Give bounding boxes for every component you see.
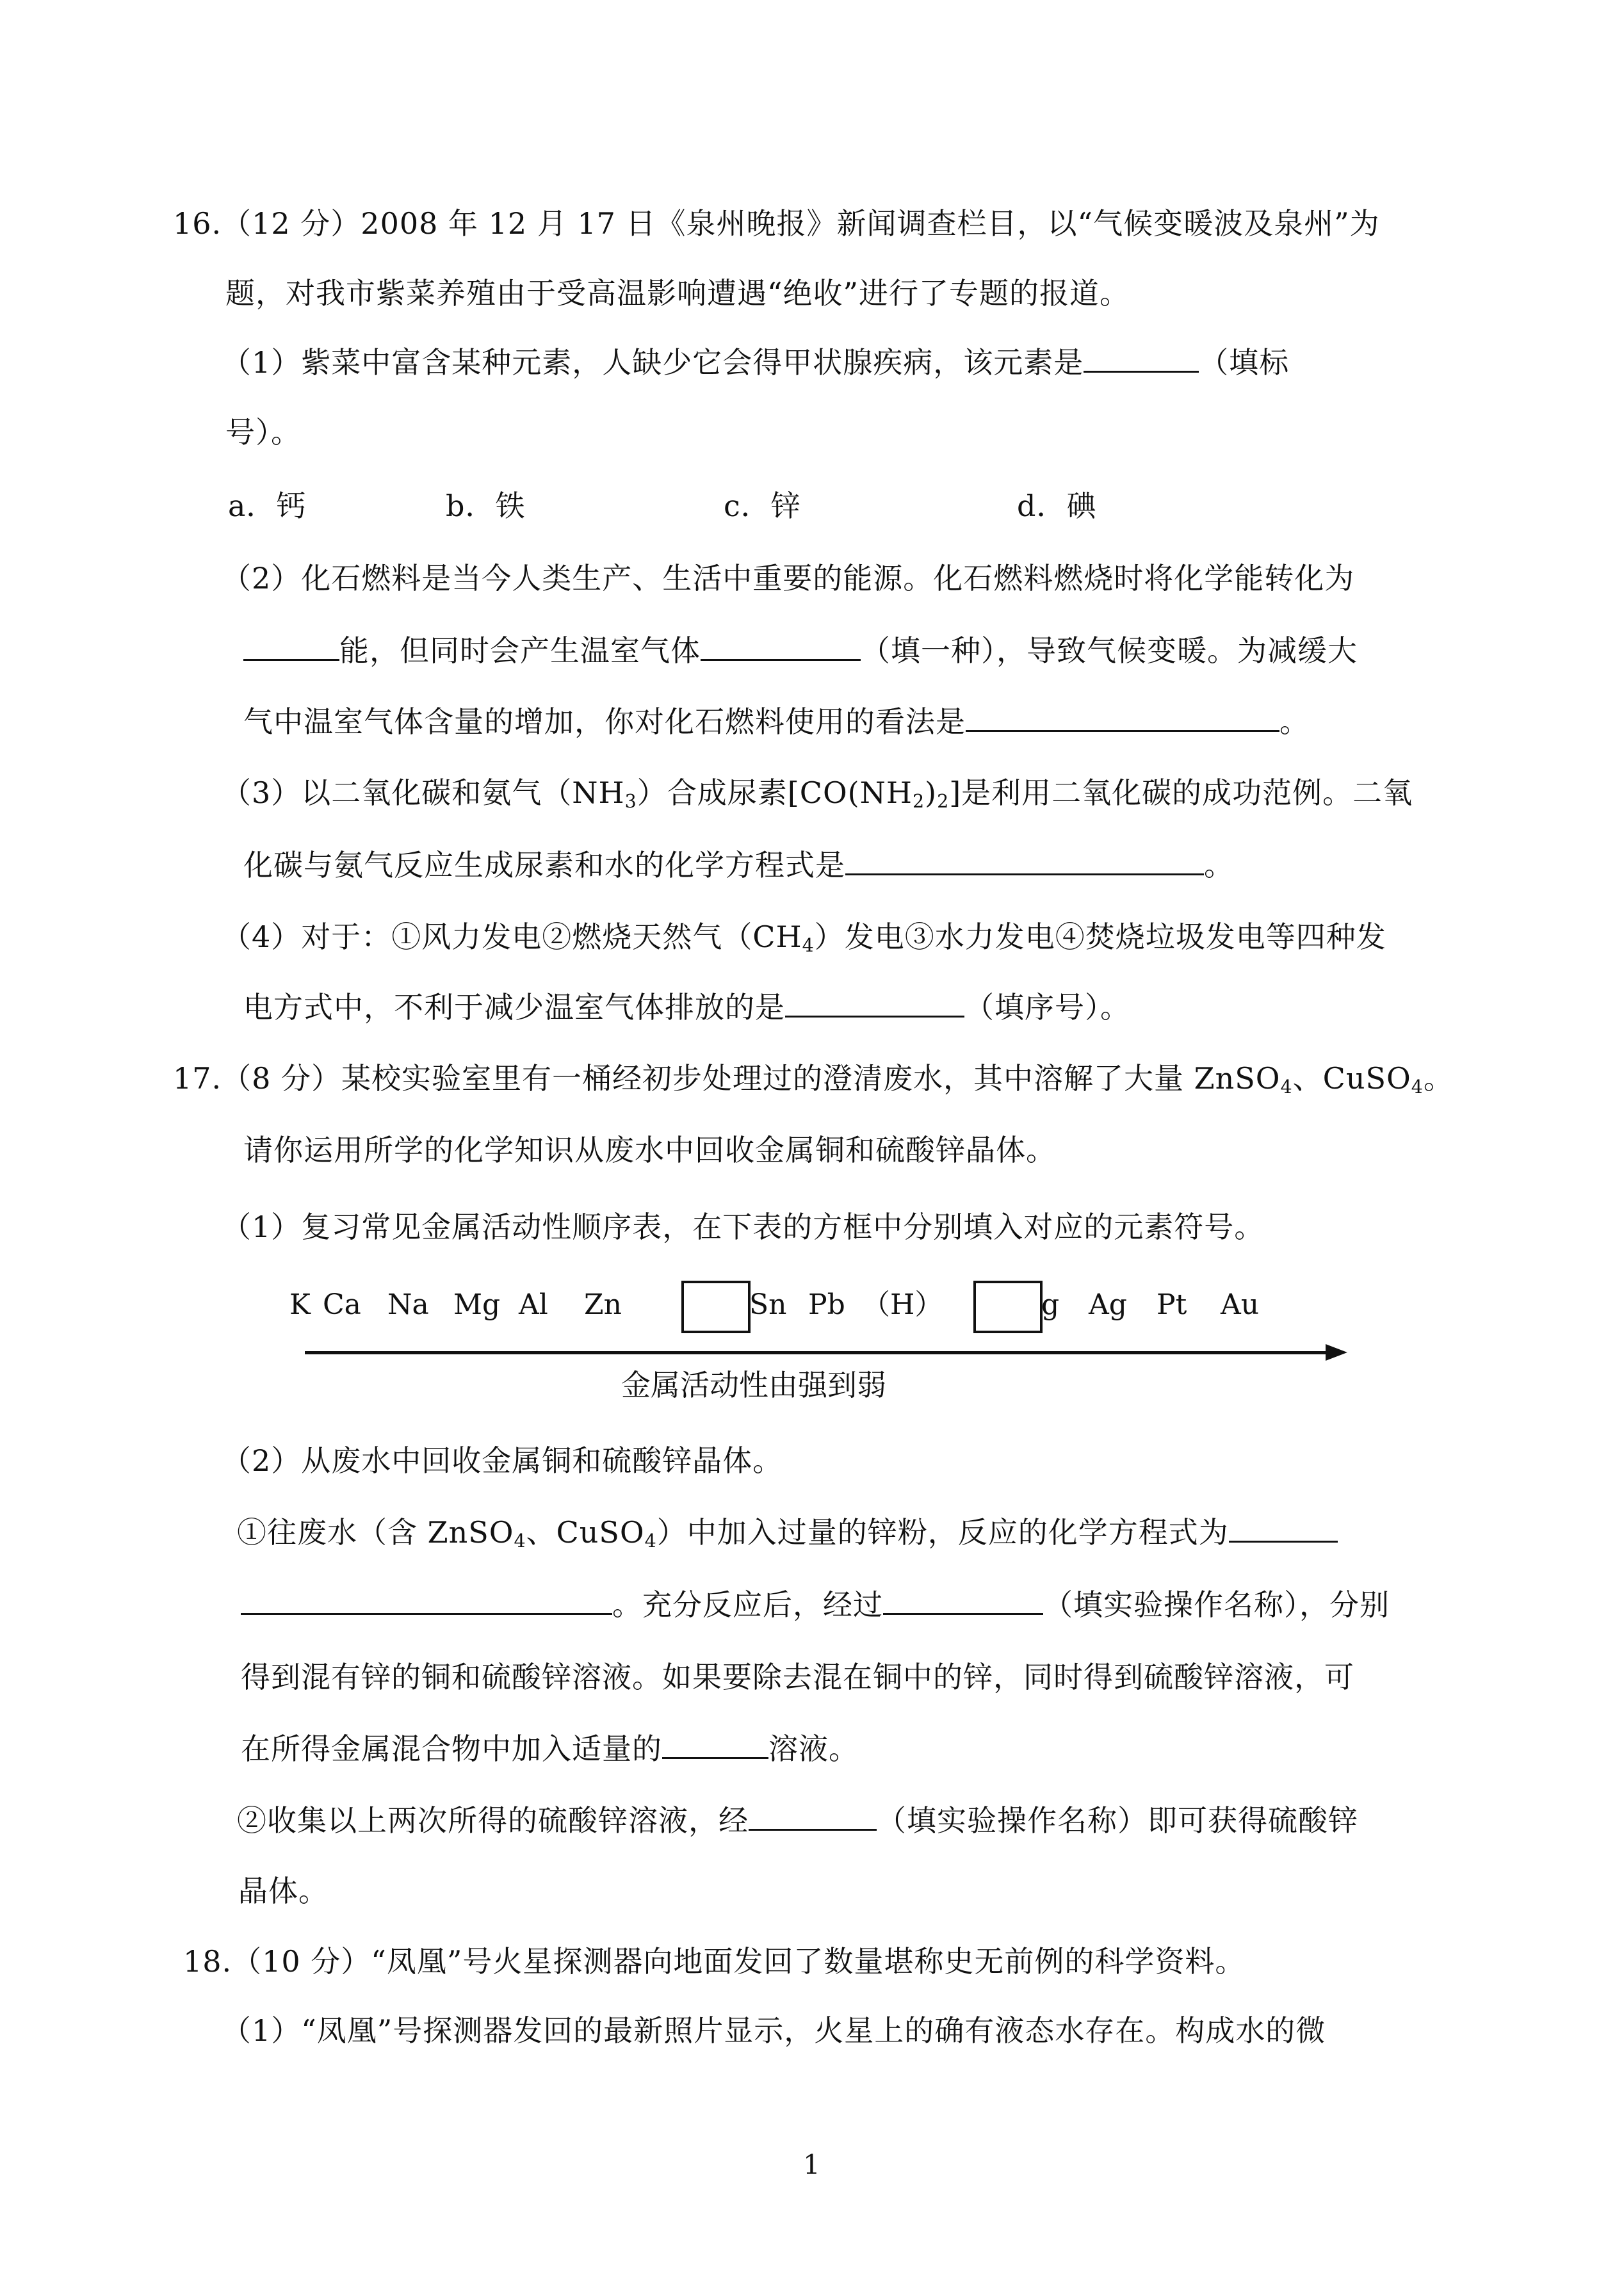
q16-part3-text-1: （3）以二氧化碳和氨气（NH — [222, 775, 625, 810]
q16-part2-period: 。 — [1279, 704, 1310, 739]
metal-ag: Ag — [1089, 1288, 1127, 1321]
q17-step1-text-5: （填实验操作名称），分别 — [1043, 1587, 1390, 1622]
q17-step1-line-4 — [241, 1729, 859, 1769]
q16-part3-blank[interactable] — [845, 848, 1204, 875]
q16-part3-line-1 — [222, 773, 1413, 813]
q16-part3-text-3: ) — [925, 775, 938, 810]
q16-line-1: 16.（12 分）2008 年 12 月 17 日《泉州晚报》新闻调查栏目，以“气候变暖波及泉州”为 — [173, 206, 1380, 241]
q17-solution-blank[interactable] — [662, 1731, 768, 1759]
q18-part1: （1）“凤凰”号探测器发回的最新照片显示，火星上的确有液态水存在。构成水的微 — [222, 2013, 1326, 2048]
q17-step2-text-2: （填实验操作名称）即可获得硫酸锌 — [877, 1803, 1358, 1838]
q16-part4-text-4: （填序号）。 — [964, 990, 1130, 1025]
activity-arrow-line — [305, 1351, 1329, 1354]
subscript: 4 — [644, 1530, 657, 1552]
q16-part4-blank[interactable] — [785, 990, 964, 1018]
q16-part2-line-1: （2）化石燃料是当今人类生产、生活中重要的能源。化石燃料燃烧时将化学能转化为 — [222, 561, 1355, 596]
metal-h: （H） — [862, 1288, 943, 1321]
q17-step1-text-1: ①往废水（含 ZnSO — [237, 1515, 514, 1550]
q16-part2-blank-1[interactable] — [243, 633, 339, 661]
q16-part2-text-2: （填一种），导致气候变暖。为减缓大 — [861, 633, 1358, 668]
q18-line-1: 18.（10 分）“凤凰”号火星探测器向地面发回了数量堪称史无前例的科学资料。 — [183, 1944, 1246, 1979]
q16-part1 — [222, 343, 1289, 382]
metal-pb: Pb — [808, 1288, 845, 1321]
q17-step1-text-3: ）中加入过量的锌粉，反应的化学方程式为 — [656, 1515, 1229, 1550]
q16-part4-line-1 — [222, 917, 1386, 957]
metal-ca: Ca — [323, 1288, 361, 1321]
q16-part3-text-4: ]是利用二氧化碳的成功范例。二氧 — [949, 775, 1413, 810]
page-number: 1 — [803, 2149, 820, 2180]
q17-equation-blank-2[interactable] — [241, 1587, 612, 1615]
metal-k: K — [289, 1288, 311, 1321]
q16-part2-line-2 — [243, 631, 1358, 670]
q16-option-c: c．锌 — [724, 489, 801, 523]
metal-au: Au — [1221, 1288, 1260, 1321]
subscript: 2 — [912, 791, 925, 813]
activity-arrow-caption: 金属活动性由强到弱 — [621, 1368, 886, 1402]
subscript: 3 — [624, 791, 637, 813]
q17-equation-blank-1[interactable] — [1229, 1515, 1338, 1543]
q16-option-d: d．碘 — [1017, 489, 1097, 523]
q16-part1-blank[interactable] — [1084, 345, 1199, 373]
metal-mg: Mg — [453, 1288, 501, 1321]
q17-step2-text-1: ②收集以上两次所得的硫酸锌溶液，经 — [237, 1803, 749, 1838]
q17-part1: （1）复习常见金属活动性顺序表，在下表的方框中分别填入对应的元素符号。 — [222, 1210, 1265, 1244]
q17-step1-text-4: 。充分反应后，经过 — [612, 1587, 883, 1622]
q16-part1-line-2: 号）。 — [225, 415, 301, 450]
q16-part2-text-3: 气中温室气体含量的增加，你对化石燃料使用的看法是 — [243, 704, 966, 739]
subscript: 2 — [937, 791, 950, 813]
q16-part4-text-1: （4）对于：①风力发电②燃烧天然气（CH — [222, 920, 802, 954]
q17-step1-line-2 — [241, 1585, 1390, 1625]
q17-line-1 — [173, 1058, 1454, 1098]
answer-box-2[interactable] — [973, 1281, 1043, 1333]
q17-text-3: 。 — [1423, 1061, 1454, 1096]
q16-part3-period: 。 — [1204, 848, 1234, 882]
q16-option-b: b．铁 — [446, 489, 526, 523]
activity-arrow-head-icon — [1326, 1344, 1347, 1361]
subscript: 4 — [1411, 1076, 1424, 1098]
q17-line-2: 请你运用所学的化学知识从废水中回收金属铜和硫酸锌晶体。 — [243, 1133, 1056, 1167]
q17-step1-text-2: 、CuSO — [526, 1515, 645, 1550]
metal-na: Na — [387, 1288, 429, 1321]
q17-step1-line-3: 得到混有锌的铜和硫酸锌溶液。如果要除去混在铜中的锌，同时得到硫酸锌溶液，可 — [241, 1660, 1354, 1694]
answer-box-1[interactable] — [681, 1281, 751, 1333]
q16-option-a: a．钙 — [228, 489, 307, 523]
q16-part4-text-2: ）发电③水力发电④焚烧垃圾发电等四种发 — [814, 920, 1386, 954]
subscript: 4 — [802, 935, 815, 957]
q16-part3-text-5: 化碳与氨气反应生成尿素和水的化学方程式是 — [243, 848, 845, 882]
q17-step1-line-1 — [237, 1512, 1338, 1552]
q16-part3-text-2: ）合成尿素[CO(NH — [637, 775, 913, 810]
q16-part4-line-2 — [243, 987, 1130, 1027]
q16-line-2: 题，对我市紫菜养殖由于受高温影响遭遇“绝收”进行了专题的报道。 — [225, 276, 1130, 311]
metal-sn: Sn — [749, 1288, 787, 1321]
q17-step1-text-6: 在所得金属混合物中加入适量的 — [241, 1731, 662, 1766]
q16-part2-blank-3[interactable] — [966, 704, 1279, 732]
subscript: 4 — [514, 1530, 526, 1552]
q17-step2-line-2: 晶体。 — [238, 1874, 329, 1908]
subscript: 4 — [1280, 1076, 1293, 1098]
q17-text-1: 17.（8 分）某校实验室里有一桶经初步处理过的澄清废水，其中溶解了大量 ZnSO — [173, 1061, 1281, 1096]
q16-part4-text-3: 电方式中，不利于减少温室气体排放的是 — [243, 990, 785, 1025]
q17-part2: （2）从废水中回收金属铜和硫酸锌晶体。 — [222, 1443, 783, 1478]
q16-part1-tail: （填标 — [1199, 345, 1290, 380]
q16-part1-text: （1）紫菜中富含某种元素，人缺少它会得甲状腺疾病，该元素是 — [222, 345, 1084, 380]
q17-step2-blank[interactable] — [749, 1803, 877, 1831]
metal-pt: Pt — [1157, 1288, 1187, 1321]
metal-al: Al — [519, 1288, 548, 1321]
q17-operation-blank[interactable] — [883, 1587, 1043, 1615]
q17-text-2: 、CuSO — [1292, 1061, 1411, 1096]
q16-part3-line-2 — [243, 845, 1234, 885]
metal-zn: Zn — [584, 1288, 622, 1321]
q17-step2-line-1 — [237, 1801, 1358, 1840]
q16-part2-blank-2[interactable] — [701, 633, 861, 661]
q17-step1-text-7: 溶液。 — [768, 1731, 859, 1766]
q16-part2-line-3 — [243, 702, 1310, 742]
q16-part2-text-1: 能，但同时会产生温室气体 — [339, 633, 701, 668]
metal-g-fragment: g — [1041, 1288, 1060, 1321]
